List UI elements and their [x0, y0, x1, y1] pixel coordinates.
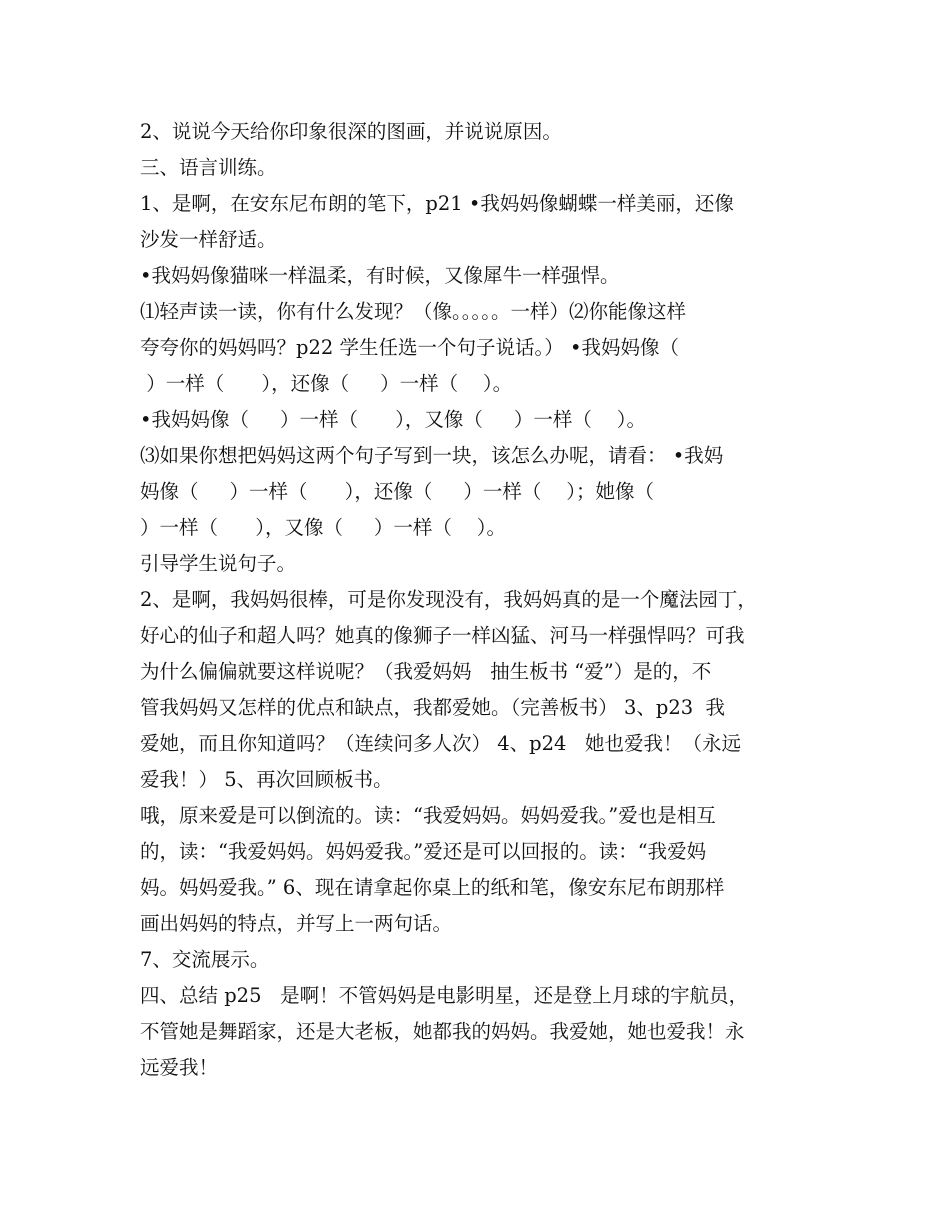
text-line: 的，读：“我爱妈妈。妈妈爱我。”爱还是可以回报的。读：“我爱妈 [140, 840, 707, 863]
text-line: 爱她，而且你知道吗？（连续问多人次） 4、p24 她也爱我！（永远 [140, 732, 741, 755]
text-line: 妈。妈妈爱我。” 6、现在请拿起你桌上的纸和笔，像安东尼布朗那样 [140, 876, 725, 899]
text-line: 哦，原来爱是可以倒流的。读：“我爱妈妈。妈妈爱我。”爱也是相互 [140, 804, 716, 827]
text-line: 四、总结 p25 是啊！不管妈妈是电影明星，还是登上月球的宇航员， [140, 984, 749, 1007]
text-line: 爱我！） 5、再次回顾板书。 [140, 768, 393, 791]
text-line: 沙发一样舒适。 [140, 228, 277, 251]
text-line: ）一样（ ），又像（ ）一样（ ）。 [140, 516, 506, 539]
text-line: 画出妈妈的特点，并写上一两句话。 [140, 912, 453, 935]
text-line: 三、语言训练。 [140, 156, 277, 179]
text-line: 7、交流展示。 [140, 948, 270, 971]
text-line: 妈像（ ）一样（ ），还像（ ）一样（ ）；她像（ [140, 480, 654, 503]
text-line: 管我妈妈又怎样的优点和缺点，我都爱她。（完善板书） 3、p23 我 [140, 696, 726, 719]
text-line: 为什么偏偏就要这样说呢？（我爱妈妈 抽生板书 “爱”）是的，不 [140, 660, 712, 683]
text-line: 2、是啊，我妈妈很棒，可是你发现没有，我妈妈真的是一个魔法园丁， [140, 588, 757, 611]
text-line: 引导学生说句子。 [140, 552, 297, 575]
text-line: •我妈妈像猫咪一样温柔，有时候，又像犀牛一样强悍。 [140, 264, 620, 287]
text-line: 2、说说今天给你印象很深的图画，并说说原因。 [140, 120, 562, 143]
text-line: 1、是啊，在安东尼布朗的笔下，p21 •我妈妈像蝴蝶一样美丽，还像 [140, 192, 734, 215]
text-line: 不管她是舞蹈家，还是大老板，她都我的妈妈。我爱她，她也爱我！永 [140, 1020, 745, 1043]
text-line: 远爱我！ [140, 1056, 219, 1079]
text-line: 好心的仙子和超人吗？她真的像狮子一样凶猛、河马一样强悍吗？可我 [140, 624, 745, 647]
document-body [140, 114, 820, 1086]
text-line: 夸夸你的妈妈吗？p22 学生任选一个句子说话。） •我妈妈像（ [140, 336, 679, 359]
text-line: ⑶如果你想把妈妈这两个句子写到一块，该怎么办呢，请看： •我妈 [140, 444, 724, 467]
text-line: ⑴轻声读一读，你有什么发现？（像。。。。。一样）⑵你能像这样 [140, 300, 687, 323]
text-line: ）一样（ ），还像（ ）一样（ ）。 [140, 372, 513, 395]
text-line: •我妈妈像（ ）一样（ ），又像（ ）一样（ ）。 [140, 408, 646, 431]
